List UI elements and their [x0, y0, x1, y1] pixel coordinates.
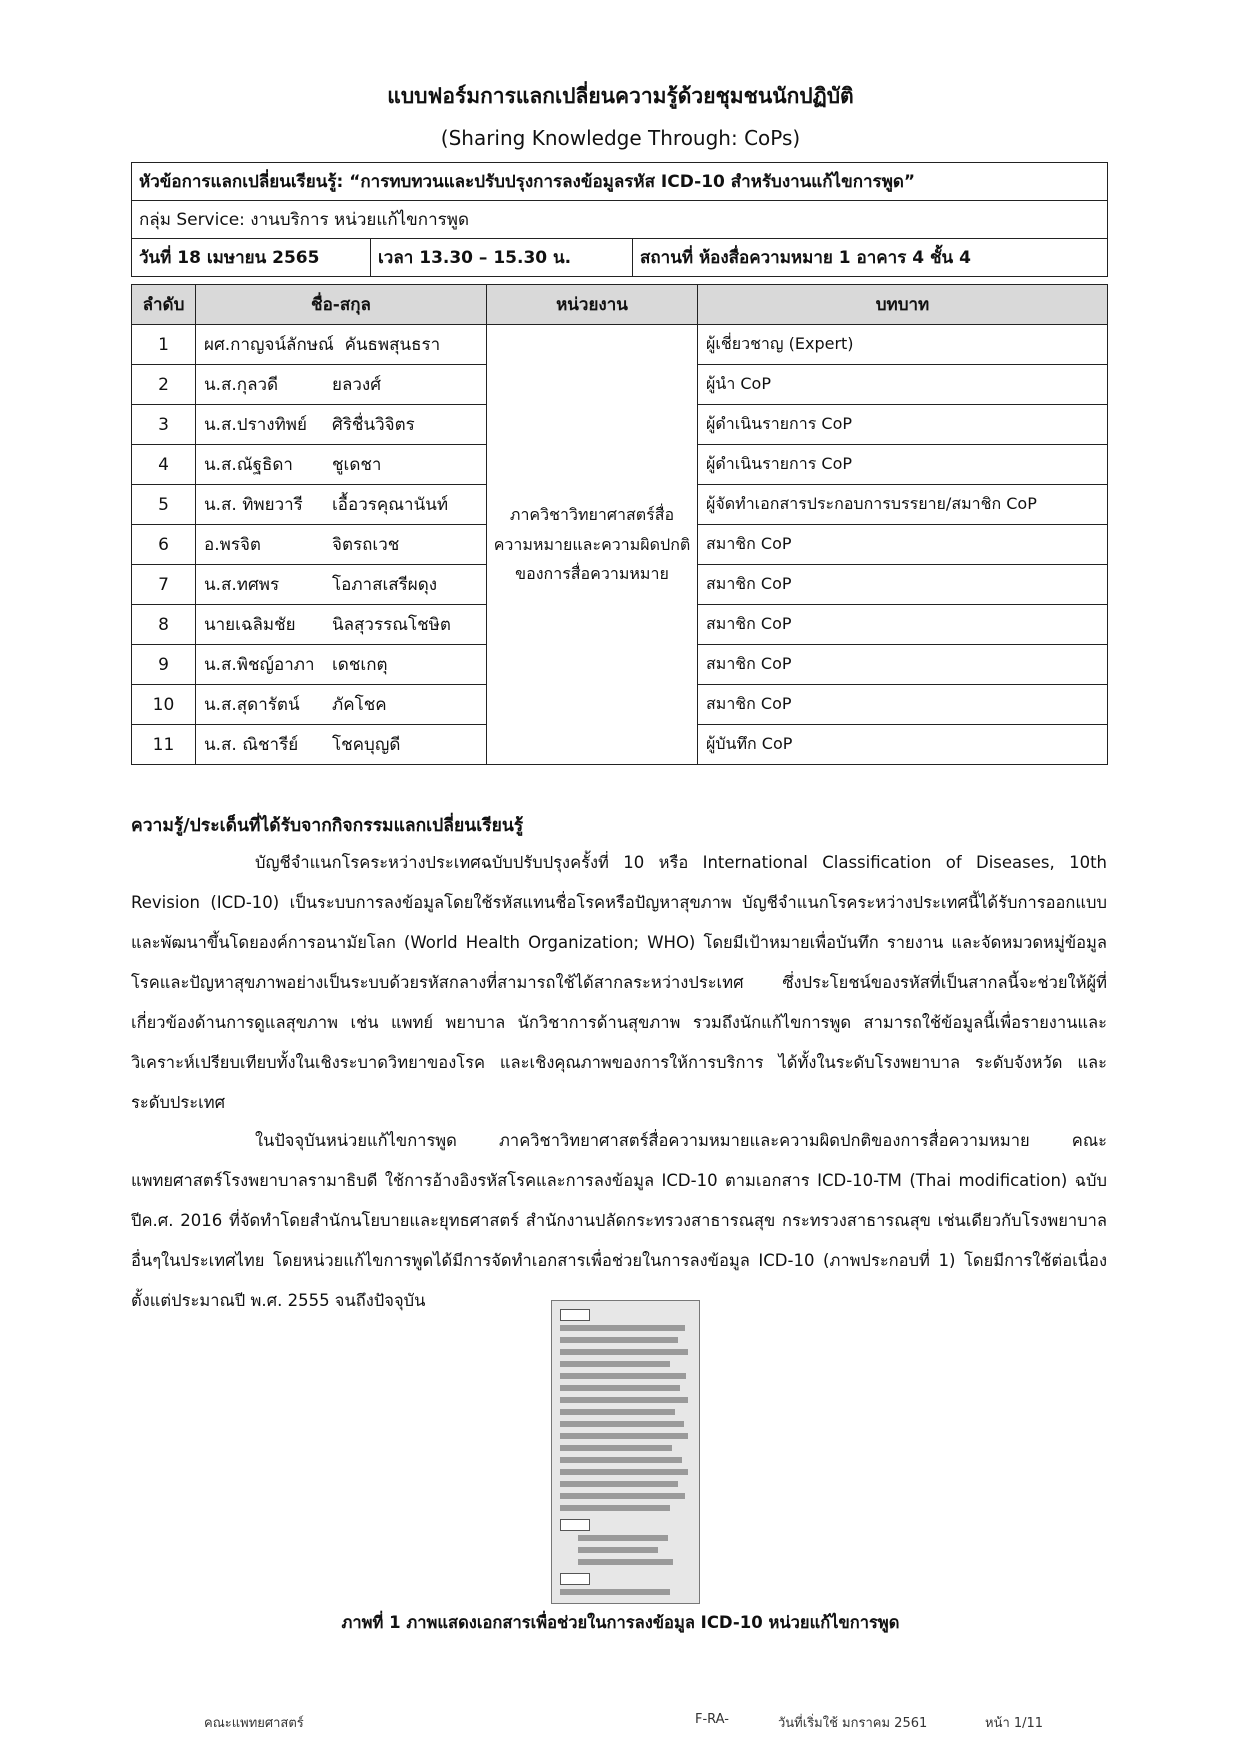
info-table [131, 162, 1108, 277]
header-department: หน่วยงาน [487, 285, 698, 325]
first-name: น.ส.ณัฐธิดา [204, 455, 293, 475]
date-cell: วันที่ 18 เมษายน 2565 [132, 239, 371, 277]
last-name: ศิริชื่นวิจิตร [332, 415, 415, 435]
department-cell: ภาควิชาวิทยาศาสตร์สื่อความหมายและความผิดปกติของการสื่อความหมาย [487, 325, 698, 765]
footer-left: คณะแพทยศาสตร์ [204, 1716, 304, 1731]
member-role: สมาชิก CoP [698, 645, 1108, 685]
member-role: ผู้เชี่ยวชาญ (Expert) [698, 325, 1108, 365]
header-no: ลำดับ [132, 285, 196, 325]
row-number: 6 [132, 525, 196, 565]
figure-caption: ภาพที่ 1 ภาพแสดงเอกสารเพื่อช่วยในการลงข้อมูล ICD-10 หน่วยแก้ไขการพูด [341, 1613, 900, 1632]
member-name [196, 445, 487, 485]
member-role: สมาชิก CoP [698, 685, 1108, 725]
footer-code: F-RA- [695, 1712, 729, 1727]
paragraph-2 [131, 1121, 1107, 1321]
figure-icd10-document-image [551, 1300, 700, 1604]
header-name: ชื่อ-สกุล [196, 285, 487, 325]
first-name: น.ส.ทศพร [204, 575, 280, 595]
first-name: น.ส. ทิพยวารี [204, 495, 303, 515]
member-name [196, 645, 487, 685]
table-row [132, 325, 1108, 365]
row-number: 11 [132, 725, 196, 765]
first-name: น.ส.กุลวดี [204, 375, 279, 395]
paragraph-1-text: บัญชีจำแนกโรคระหว่างประเทศฉบับปรับปรุงครั้งที่ 10 หรือ International Classification of Diseases, 10th Revision (ICD-10) เป็นระบบการลงข้อมูลโดยใช้รหัสแทนชื่อโรคหรือปัญหาสุขภาพ บัญชีจำแนกโรคระหว่างประเทศนี้ได้รับการออกแบบและพัฒนาขึ้นโดยองค์การอนามัยโลก (World Health Organization; WHO) โดยมีเป้าหมายเพื่อบันทึก รายงาน และจัดหมวดหมู่ข้อมูลโรคและปัญหาสุขภาพอย่างเป็นระบบด้วยรหัสกลางที่สามารถใช้ได้สากลระหว่างประเทศ ซึ่งประโยชน์ของรหัสที่เป็นสากลนี้จะช่วยให้ผู้ที่เกี่ยวข้องด้านการดูแลสุขภาพ เช่น แพทย์ พยาบาล นักวิชาการด้านสุขภาพ รวมถึงนักแก้ไขการพูด สามารถใช้ข้อมูลนี้เพื่อรายงานและวิเคราะห์เปรียบเทียบทั้งในเชิงระบาดวิทยาของโรค และเชิงคุณภาพของการให้การบริการ ได้ทั้งในระดับโรงพยาบาล ระดับจังหวัด และระดับประเทศ [131, 853, 1107, 1112]
last-name: คันธพสุนธรา [344, 335, 441, 355]
member-role: ผู้ดำเนินรายการ CoP [698, 405, 1108, 445]
member-role: สมาชิก CoP [698, 605, 1108, 645]
time-cell: เวลา 13.30 – 15.30 น. [371, 239, 633, 277]
row-number: 10 [132, 685, 196, 725]
first-name: น.ส.พิชญ์อาภา [204, 655, 315, 675]
last-name: จิตรถเวช [332, 535, 400, 555]
member-name [196, 485, 487, 525]
paragraph-1 [131, 843, 1107, 1123]
member-name [196, 565, 487, 605]
first-name: น.ส.ปรางทิพย์ [204, 415, 307, 435]
last-name: ยลวงศ์ [332, 375, 382, 395]
member-name [196, 685, 487, 725]
member-name [196, 525, 487, 565]
last-name: ชูเดชา [332, 455, 382, 475]
figure-box [560, 1573, 590, 1585]
row-number: 3 [132, 405, 196, 445]
member-role: ผู้นำ CoP [698, 365, 1108, 405]
last-name: เอื้อวรคุณานันท์ [332, 495, 449, 515]
place-cell: สถานที่ ห้องสื่อความหมาย 1 อาคาร 4 ชั้น 4 [633, 239, 1108, 277]
last-name: โอภาสเสรีผดุง [332, 575, 438, 595]
last-name: เดชเกตุ [332, 655, 388, 675]
footer-date: วันที่เริ่มใช้ มกราคม 2561 [778, 1716, 928, 1731]
row-number: 7 [132, 565, 196, 605]
first-name: น.ส. ณิชารีย์ [204, 735, 299, 755]
member-role: สมาชิก CoP [698, 525, 1108, 565]
first-name: ผศ.กาญจน์ลักษณ์ [204, 335, 334, 355]
figure-box [560, 1519, 590, 1531]
member-role: ผู้ดำเนินรายการ CoP [698, 445, 1108, 485]
section-heading: ความรู้/ประเด็นที่ได้รับจากกิจกรรมแลกเปลี่ยนเรียนรู้ [131, 816, 524, 836]
footer-page: หน้า 1/11 [985, 1716, 1044, 1731]
first-name: น.ส.สุดารัตน์ [204, 695, 300, 715]
member-name [196, 365, 487, 405]
members-table [131, 284, 1108, 765]
row-number: 1 [132, 325, 196, 365]
member-role: ผู้บันทึก CoP [698, 725, 1108, 765]
member-name [196, 405, 487, 445]
paragraph-2-text: ในปัจจุบันหน่วยแก้ไขการพูด ภาควิชาวิทยาศาสตร์สื่อความหมายและความผิดปกติของการสื่อความหมาย คณะแพทยศาสตร์โรงพยาบาลรามาธิบดี ใช้การอ้างอิงรหัสโรคและการลงข้อมูล ICD-10 ตามเอกสาร ICD-10-TM (Thai modification) ฉบับปีค.ศ. 2016 ที่จัดทำโดยสำนักนโยบายและยุทธศาสตร์ สำนักงานปลัดกระทรวงสาธารณสุข กระทรวงสาธารณสุข เช่นเดียวกับโรงพยาบาลอื่นๆในประเทศไทย โดยหน่วยแก้ไขการพูดได้มีการจัดทำเอกสารเพื่อช่วยในการลงข้อมูล ICD-10 (ภาพประกอบที่ 1) โดยมีการใช้ต่อเนื่องตั้งแต่ประมาณปี พ.ศ. 2555 จนถึงปัจจุบัน [131, 1131, 1107, 1310]
last-name: นิลสุวรรณโชษิต [332, 615, 451, 635]
member-name [196, 605, 487, 645]
member-role: ผู้จัดทำเอกสารประกอบการบรรยาย/สมาชิก CoP [698, 485, 1108, 525]
member-role: สมาชิก CoP [698, 565, 1108, 605]
row-number: 9 [132, 645, 196, 685]
row-number: 5 [132, 485, 196, 525]
header-role: บทบาท [698, 285, 1108, 325]
topic-cell: หัวข้อการแลกเปลี่ยนเรียนรู้: “การทบทวนและปรับปรุงการลงข้อมูลรหัส ICD-10 สำหรับงานแก้ไขการพูด” [132, 163, 1108, 201]
group-cell: กลุ่ม Service: งานบริการ หน่วยแก้ไขการพูด [132, 201, 1108, 239]
last-name: ภัคโชค [332, 695, 387, 715]
figure-box [560, 1309, 590, 1321]
last-name: โชคบุญดี [332, 735, 401, 755]
form-subtitle: (Sharing Knowledge Through: CoPs) [440, 126, 801, 150]
first-name: อ.พรจิต [204, 535, 261, 555]
member-name [196, 725, 487, 765]
row-number: 4 [132, 445, 196, 485]
row-number: 2 [132, 365, 196, 405]
first-name: นายเฉลิมชัย [204, 615, 296, 635]
member-name [196, 325, 487, 365]
form-title: แบบฟอร์มการแลกเปลี่ยนความรู้ด้วยชุมชนนักปฏิบัติ [387, 84, 854, 108]
row-number: 8 [132, 605, 196, 645]
